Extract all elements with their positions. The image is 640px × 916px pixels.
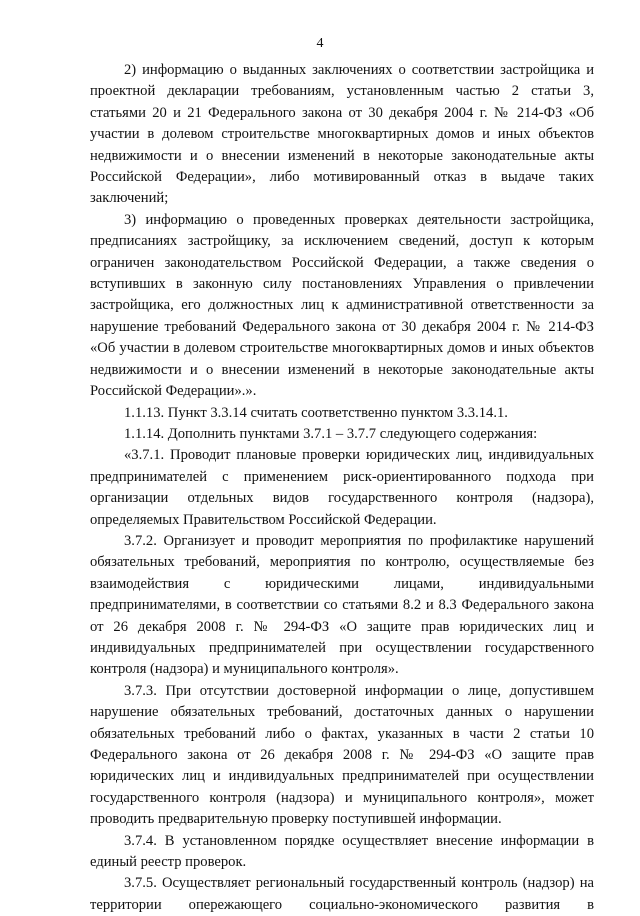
paragraph-item-3-inspections: 3) информацию о проведенных проверках деятельности застройщика, предписаниях застройщику, за исключением сведений, доступ к которым ограничен законодательством Российской Федерации, а также сведения о вступивших в законную силу постановлениях Управления о привлечении застройщика, его должностных лиц к административной ответственности за нарушение требований Федерального закона от 30 декабря 2004 г. № 214-ФЗ «Об участии в долевом строительстве многоквартирных домов и иных объектов недвижимости и о внесении изменений в некоторые законодательные акты Российской Федерации».». [90, 211, 594, 400]
paragraph-3-7-5: 3.7.5. Осуществляет региональный государственный контроль (надзор) на территории опережающего социально-экономического развития в [90, 875, 594, 913]
paragraph-3-7-1: «3.7.1. Проводит плановые проверки юридических лиц, индивидуальных предпринимателей с применением риск-ориентированного подхода при организации отдельных видов государственного контроля (надзора), определяемых Правительством Российской Федерации. [90, 447, 594, 528]
page-number: 4 [316, 36, 324, 51]
paragraph-item-2-disclosures: 2) информацию о выданных заключениях о соответствии застройщика и проектной декларации требованиям, установленным частью 2 статьи 3, статьями 20 и 21 Федерального закона от 30 декабря 2004 г. № 214-ФЗ «Об участии в долевом строительстве многоквартирных домов и иных объектов недвижимости и о внесении изменений в некоторые законодательные акты Российской Федерации», либо мотивированный отказ в выдаче таких заключений; [90, 62, 594, 207]
paragraph-3-7-3: 3.7.3. При отсутствии достоверной информации о лице, допустившем нарушение обязательных требований, достаточных данных о нарушении обязательных требований либо о фактах, указанных в части 2 статьи 10 Федерального закона от 26 декабря 2008 г. № 294-ФЗ «О защите прав юридических лиц и индивидуальных предпринимателей при осуществлении государственного контроля (надзора) и муниципального контроля», может проводить предварительную проверку поступившей информации. [90, 682, 594, 828]
document-body [90, 60, 594, 916]
paragraph-3-7-4: 3.7.4. В установленном порядке осуществляет внесение информации в единый реестр проверок. [90, 832, 594, 871]
paragraph-1-1-13: 1.1.13. Пункт 3.3.14 считать соответственно пунктом 3.3.14.1. [124, 404, 508, 421]
paragraph-1-1-14: 1.1.14. Дополнить пунктами 3.7.1 – 3.7.7 следующего содержания: [124, 425, 538, 442]
paragraph-3-7-2: 3.7.2. Организует и проводит мероприятия по профилактике нарушений обязательных требований, мероприятия по контролю, осуществляемые без взаимодействия с юридическими лицами, индивидуальными предпринимателями, в соответствии со статьями 8.2 и 8.3 Федерального закона от 26 декабря 2008 г. № 294-ФЗ «О защите прав юридических лиц и индивидуальных предпринимателей при осуществлении государственного контроля (надзора) и муниципального контроля». [90, 532, 594, 678]
